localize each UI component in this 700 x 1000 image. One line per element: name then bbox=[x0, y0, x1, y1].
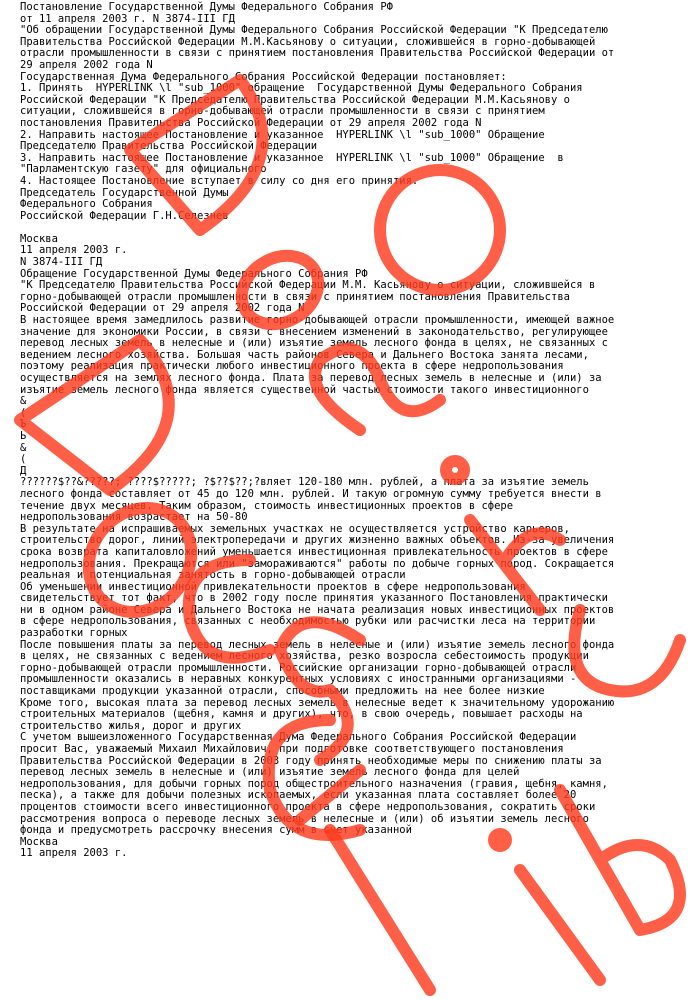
text-line: & bbox=[20, 395, 27, 408]
text-line: Председателю Правительства Российской Федерации bbox=[20, 140, 318, 153]
text-line: С учетом вышеизложенного Государственная Дума Федерального Собрания Российской Федерации bbox=[20, 731, 577, 744]
text-line: недропользования. Прекращаются или "замораживаются" работы по добыче горных пород. Сокращается bbox=[20, 557, 615, 570]
text-line: строительство дорог, линий электропередачи и других жизненно важных объектов. Из-за увеличения bbox=[20, 534, 615, 547]
text-line: Правительства Российской Федерации в 2003 году принять необходимые меры по снижению платы за bbox=[20, 754, 602, 767]
text-line: После повышения платы за перевод лесных земель в нелесные и (или) изъятие земель лесного фонда bbox=[20, 638, 615, 651]
text-line: изъятие земель лесного фонда является существенной частью стоимости такого инвестиционного bbox=[20, 383, 589, 396]
text-line: ситуации, сложившейся в горно-добывающей отрасли промышленности в связи с принятием bbox=[20, 105, 545, 118]
text-line: строительных материалов (щебня, камня и других), что, в свою очередь, повышает расходы на bbox=[20, 708, 583, 721]
text-line: от 11 апреля 2003 г. N 3874-III ГД bbox=[20, 12, 235, 25]
text-line: 29 апреля 2002 года N bbox=[20, 58, 153, 71]
text-line: в целях, не связанных с ведением лесного хозяйства, резко возросла себестоимость продукции bbox=[20, 650, 589, 663]
text-line: 11 апреля 2003 г. bbox=[20, 847, 128, 860]
text-line: осуществляется на землях лесного фонда. Плата за перевод лесных земель в нелесные и (или) за bbox=[20, 372, 602, 384]
text-line: срока возврата капиталовложений уменьшается инвестиционная привлекательность проектов в сфере bbox=[20, 545, 608, 558]
text-line: ??????$??&?????; ????$?????; ?$??$??;?вляет 120-180 млн. рублей, а плата за изъятие земель bbox=[20, 476, 589, 489]
text-line: перевод лесных земель в нелесные и (или) изъятие земель лесного фонда для целей bbox=[20, 766, 520, 779]
text-line: разработки горных bbox=[20, 627, 128, 640]
text-line: песка), а также для добычи полезных ископаемых, если указанная плата составляет более 20 bbox=[20, 789, 577, 802]
text-line: ведением лесного хозяйства. Большая часть районов Севера и Дальнего Востока занята лесами, bbox=[20, 348, 589, 361]
text-line: Постановление Государственной Думы Федерального Собрания РФ bbox=[20, 1, 393, 13]
text-line: Российской Федерации от 29 апреля 2002 года N bbox=[20, 302, 305, 315]
text-line: Федерального Собрания bbox=[20, 198, 153, 211]
text-line: ни в одном районе Севера и Дальнего Востока не начата реализация новых инвестиционных проектов bbox=[20, 603, 615, 616]
text-line: "Об обращении Государственной Думы Федерального Собрания Российской Федерации "К Председателю bbox=[20, 24, 608, 37]
text-line: Обращение Государственной Думы Федерального Собрания РФ bbox=[20, 267, 368, 280]
text-line: Российской Федерации Г.Н.Селезнев bbox=[20, 209, 229, 222]
text-line: горно-добывающей отрасли промышленности в связи с принятием постановления Правительства bbox=[20, 290, 570, 303]
text-line: Ь bbox=[20, 429, 27, 442]
text-line: Ъ bbox=[20, 418, 27, 431]
text-line: постановления Правительства Российской Федерации от 29 апреля 2002 года N bbox=[20, 116, 482, 129]
text-line: поставщиками продукции указанной отрасли, способными предложить на нее более низкие bbox=[20, 685, 545, 698]
text-line: просит Вас, уважаемый Михаил Михайлович, при подготовке соответствующего постановления bbox=[20, 743, 564, 755]
text-line: недропользования, для добычи горных пород общестроительного назначения (гравия, щебня, камня, bbox=[20, 777, 608, 790]
text-line: в сфере недропользования, связанных с необходимостью рубки или расчистки леса на территории bbox=[20, 615, 596, 628]
text-line: В результате на испрашиваемых земельных участках не осуществляется устройство карьеров, bbox=[20, 522, 570, 535]
text-line: рассмотрения вопроса о переводе лесных земель в нелесные и (или) об изъятии земель лесного bbox=[20, 812, 589, 825]
text-line: Государственная Дума Федерального Собрания Российской Федерации постановляет: bbox=[20, 70, 507, 83]
text-line: "К Председателю Правительства Российской Федерации М.М. Касьянову о ситуации, сложившейся в bbox=[20, 279, 596, 292]
text-line: 1. Принять HYPERLINK \l "sub_1000" обращение Государственной Думы Федерального Собрания bbox=[20, 82, 583, 95]
text-line: горно-добывающей отрасли промышленности. Российские организации горно-добывающей отрасли bbox=[20, 661, 577, 674]
text-line: фонда и предусмотреть рассрочку внесения сумм в счет указанной bbox=[20, 824, 412, 837]
text-line: лесного фонда составляет от 45 до 120 млн. рублей. И такую огромную сумму требуется внести в bbox=[20, 487, 602, 500]
text-line: свидетельствует тот факт, что в 2002 году после принятия указанного Постановления практически bbox=[20, 592, 608, 605]
text-line: Председатель Государственной Думы bbox=[20, 186, 229, 199]
text-line: "Парламентскую газету" для официального bbox=[20, 163, 267, 176]
text-line: Москва bbox=[20, 232, 58, 245]
text-line: & bbox=[20, 441, 27, 454]
text-line: Д bbox=[20, 464, 27, 477]
watermark-letter-i bbox=[520, 870, 600, 980]
text-line: ( bbox=[20, 406, 27, 419]
text-line: перевод лесных земель в нелесные и (или) изъятие земель лесного фонда в целях, не связанных с bbox=[20, 337, 608, 350]
text-line bbox=[20, 222, 692, 234]
text-line: течение двух месяцев. Таким образом, стоимость инвестиционных проектов в сфере bbox=[20, 499, 514, 512]
text-line: Российской Федерации "К Председателю Правительства Российской Федерации М.М.Касьянову о bbox=[20, 93, 570, 106]
text-line: N 3874-III ГД bbox=[20, 256, 103, 269]
text-line: Об уменьшении инвестиционной привлекательности проектов в сфере недропользования bbox=[20, 580, 526, 593]
text-line: Москва bbox=[20, 835, 58, 848]
text-line: 2. Направить настоящее Постановление и указанное HYPERLINK \l "sub_1000" Обращение bbox=[20, 128, 545, 141]
text-line: 11 апреля 2003 г. bbox=[20, 244, 128, 257]
document-text bbox=[20, 2, 692, 860]
text-line: В настоящее время замедлилось развитие горно-добывающей отрасли промышленности, имеющей важное bbox=[20, 314, 615, 327]
text-line: недропользования возрастает на 50-80 bbox=[20, 511, 248, 524]
text-line: Кроме того, высокая плата за перевод лесных земель в нелесные ведет к значительному удорожанию bbox=[20, 696, 615, 709]
text-line: 4. Настоящее Постановление вступает в силу со дня его принятия. bbox=[20, 174, 419, 187]
text-line: Правительства Российской Федерации М.М.Касьянову о ситуации, сложившейся в горно-добывающей bbox=[20, 35, 596, 48]
text-line: отрасли промышленности в связи с принятием постановления Правительства Российской Федерации от bbox=[20, 47, 615, 60]
text-line: ( bbox=[20, 453, 27, 466]
text-line: промышленности оказались в неравных конкурентных условиях с иностранными организациями - bbox=[20, 673, 577, 686]
text-line: процентов стоимости всего инвестиционного проекта в сфере недропользования, сократить сроки bbox=[20, 800, 596, 813]
text-line: строительство жилья, дорог и других bbox=[20, 719, 242, 732]
text-line: 3. Направить настоящее Постановление и указанное HYPERLINK \l "sub_1000" Обращение в bbox=[20, 151, 564, 164]
text-line: реальная и потенциальная занятость в горно-добывающей отрасли bbox=[20, 569, 406, 582]
text-line: значение для экономики России, в связи с внесением изменений в законодательство, регулирующее bbox=[20, 325, 608, 338]
text-line: поэтому реализация практически любого инвестиционного проекта в сфере недропользования bbox=[20, 360, 564, 373]
